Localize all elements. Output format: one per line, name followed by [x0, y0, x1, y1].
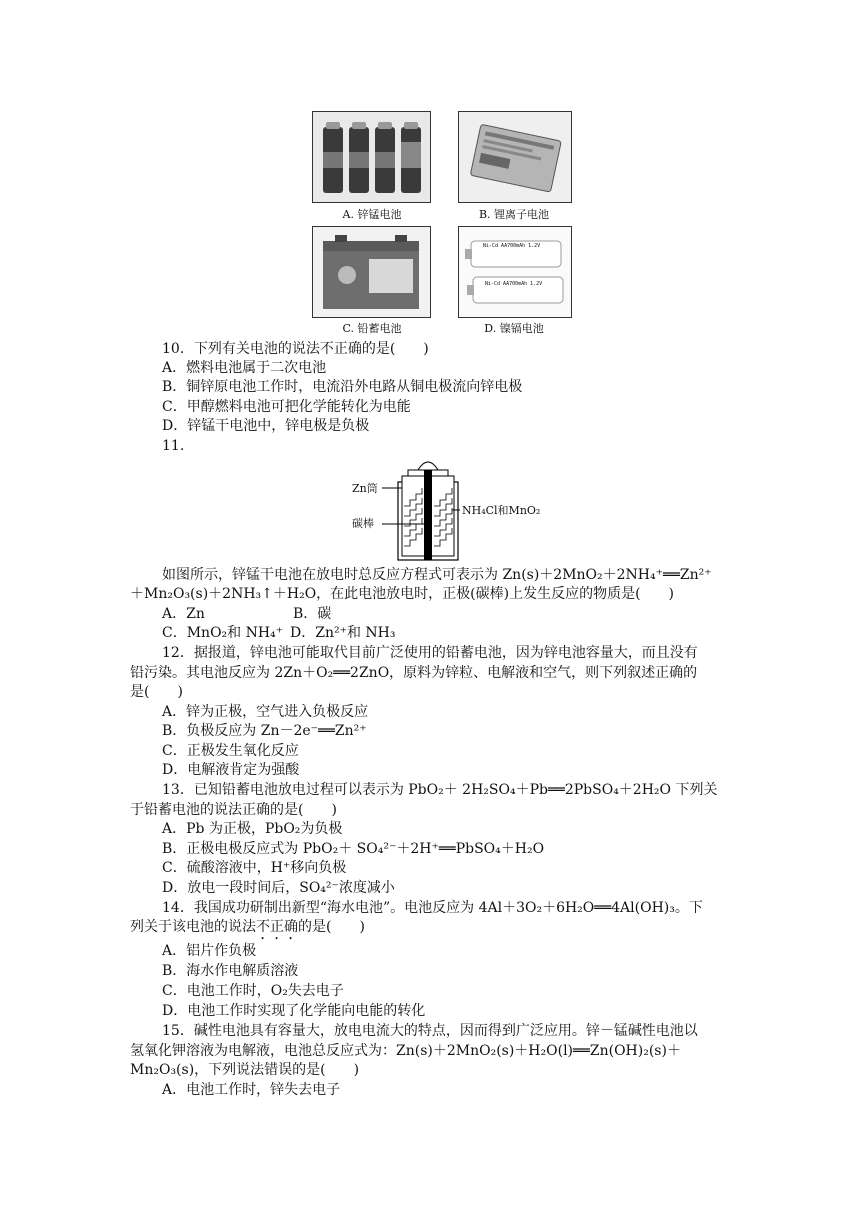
- lead-acid-battery-image: [313, 227, 430, 317]
- question-12-stem-line2: 铅污染。其电池反应为 2Zn＋O₂══2ZnO，原料为锌粒、电解液和空气，则下列叙述正确的: [130, 665, 698, 681]
- question-13-stem-line2: 于铅蓄电池的说法正确的是( ): [130, 802, 337, 818]
- nicd-label-bottom: Ni-Cd AA700mAh 1.2V: [485, 281, 543, 287]
- photo-lithium-ion-battery: [458, 111, 572, 203]
- question-12-option-a: A．锌为正极，空气进入负极反应: [162, 704, 369, 720]
- question-14-stem-line2: [130, 918, 365, 943]
- phone-battery-image: [459, 112, 571, 202]
- question-11-number: 11.: [162, 438, 185, 454]
- question-15-stem-line1: 15．碱性电池具有容量大，放电电流大的特点，因而得到广泛应用。锌－锰碱性电池以: [162, 1023, 698, 1039]
- label-nh4cl-mno2: NH₄Cl和MnO₂: [462, 504, 541, 517]
- battery-aa-image: [313, 112, 430, 202]
- question-12-option-c: C．正极发生氧化反应: [162, 743, 299, 759]
- question-13-option-b: B．正极电极反应式为 PbO₂＋ SO₄²⁻＋2H⁺══PbSO₄＋H₂O: [162, 841, 545, 857]
- nicd-battery-image: [459, 227, 571, 317]
- question-15-stem-line2: 氢氧化钾溶液为电解液，电池总反应式为：Zn(s)＋2MnO₂(s)＋H₂O(l)══Zn(OH)₂(s)＋: [130, 1043, 681, 1059]
- label-zn-tube: Zn筒: [352, 482, 378, 495]
- question-13-stem-line1: 13．已知铅蓄电池放电过程可以表示为 PbO₂＋ 2H₂SO₄＋Pb══2PbSO₄＋2H₂O 下列关: [162, 782, 718, 798]
- question-13-option-d: D．放电一段时间后，SO₄²⁻浓度减小: [162, 880, 395, 896]
- question-14-option-c: C．电池工作时，O₂失去电子: [162, 983, 344, 999]
- caption-d: D. 镍镉电池: [484, 322, 544, 335]
- question-14-option-b: B．海水作电解质溶液: [162, 963, 299, 979]
- question-11-option-d: D．Zn²⁺和 NH₃: [290, 625, 396, 641]
- question-14-option-d: D．电池工作时实现了化学能向电能的转化: [162, 1003, 426, 1019]
- caption-c: C. 铅蓄电池: [342, 322, 402, 335]
- question-14-stem-line1: 14．我国成功研制出新型“海水电池”。电池反应为 4Al＋3O₂＋6H₂O══4Al(OH)₃。下: [162, 900, 703, 916]
- label-carbon-rod: 碳棒: [352, 517, 374, 530]
- question-10-option-d: D．锌锰干电池中，锌电极是负极: [162, 418, 370, 434]
- question-11-stem-line1: 如图所示，锌锰干电池在放电时总反应方程式可表示为 Zn(s)＋2MnO₂＋2NH₄⁺══Zn²⁺: [162, 567, 712, 583]
- question-15-stem-line3: Mn₂O₃(s)，下列说法错误的是( ): [130, 1062, 360, 1078]
- question-14-stem-part3: 的是( ): [298, 919, 365, 935]
- question-10-option-a: A．燃料电池属于二次电池: [162, 360, 327, 376]
- question-12-option-b: B．负极反应为 Zn－2e⁻══Zn²⁺: [162, 723, 367, 739]
- question-14-stem-part1: 列关于该电池的说法: [130, 919, 256, 935]
- question-11-stem-line2: ＋Mn₂O₃(s)＋2NH₃↑＋H₂O，在此电池放电时，正极(碳棒)上发生反应的物质是( ): [130, 586, 675, 602]
- question-10-stem: 10．下列有关电池的说法不正确的是( ): [162, 341, 429, 357]
- question-15-option-a: A．电池工作时，锌失去电子: [162, 1082, 341, 1098]
- question-12-stem-line3: 是( ): [130, 684, 183, 700]
- caption-a: A. 锌锰电池: [342, 208, 402, 221]
- question-13-option-c: C．硫酸溶液中，H⁺移向负极: [162, 860, 347, 876]
- question-14-option-a: A．铝片作负极: [162, 943, 257, 959]
- question-10-option-b: B．铜锌原电池工作时，电流沿外电路从铜电极流向锌电极: [162, 379, 523, 395]
- photo-zinc-manganese-battery: [312, 111, 431, 203]
- question-10-option-c: C．甲醇燃料电池可把化学能转化为电能: [162, 399, 411, 415]
- question-11-option-c: C．MnO₂和 NH₄⁺: [162, 625, 284, 641]
- question-14-emphasis: 不正确: [256, 919, 298, 935]
- question-11-option-a: A．Zn: [162, 606, 205, 622]
- question-13-option-a: A．Pb 为正极，PbO₂为负极: [162, 821, 343, 837]
- question-11-option-b: B．碳: [293, 606, 332, 622]
- caption-b: B. 锂离子电池: [478, 208, 550, 221]
- photo-lead-acid-battery: [312, 226, 431, 318]
- question-12-option-d: D．电解液肯定为强酸: [162, 762, 300, 778]
- photo-nickel-cadmium-battery: [458, 226, 572, 318]
- question-12-stem-line1: 12．据报道，锌电池可能取代目前广泛使用的铅蓄电池，因为锌电池容量大，而且没有: [162, 645, 698, 661]
- nicd-label-top: Ni-Cd AA700mAh 1.2V: [483, 243, 541, 249]
